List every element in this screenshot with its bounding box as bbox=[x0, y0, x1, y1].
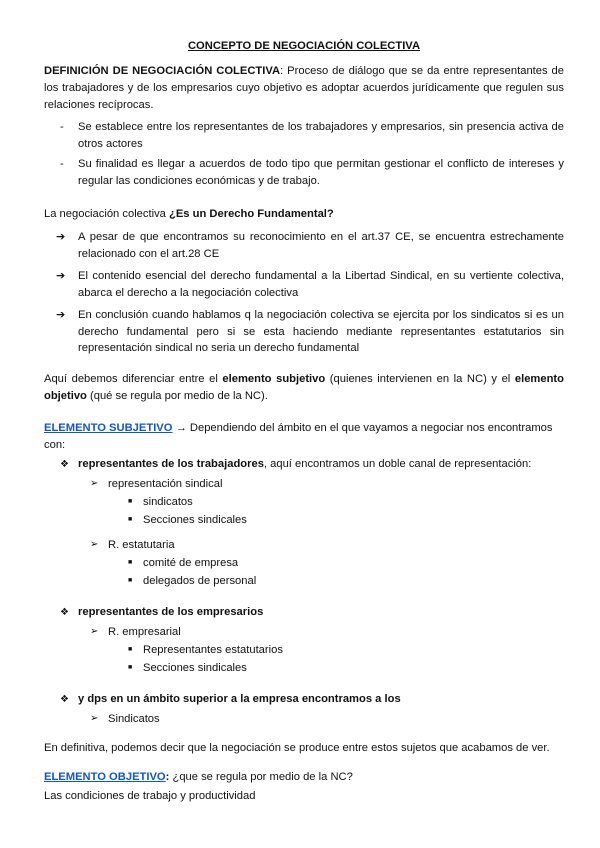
diamond-bullet-icon: ❖ bbox=[60, 458, 69, 470]
list-item bbox=[44, 156, 564, 189]
list-item-text: El contenido esencial del derecho fundamental a la Libertad Sindical, en su vertiente colectiva, abarca el derecho a la negociación colectiva bbox=[78, 270, 564, 299]
subjetivo-heading bbox=[44, 420, 564, 454]
workers-text: , aquí encontramos un doble canal de representación: bbox=[263, 457, 532, 470]
list-item-text: comité de empresa bbox=[143, 556, 239, 569]
arrow-list bbox=[44, 229, 564, 357]
list-item-text: Representantes estatutarios bbox=[143, 643, 283, 656]
arrow-icon: ➔ bbox=[56, 270, 66, 282]
list-item bbox=[44, 229, 564, 262]
sindicatos-text: Sindicatos bbox=[108, 712, 160, 725]
list-item bbox=[44, 511, 564, 530]
differentiate-paragraph bbox=[44, 371, 564, 405]
question-bold: ¿Es un Derecho Fundamental? bbox=[169, 208, 334, 220]
list-item bbox=[44, 268, 564, 301]
objetivo-answer: Las condiciones de trabajo y productividad bbox=[44, 789, 256, 802]
list-item-text: delegados de personal bbox=[143, 575, 257, 587]
estatutaria-text: R. estatutaria bbox=[108, 538, 175, 551]
dash-list bbox=[44, 119, 564, 189]
list-item-text: Se establece entre los representantes de los trabajadores y empresarios, sin presencia activa de otros actores bbox=[78, 121, 564, 150]
definition-text: : Proceso de diálogo que se da entre representantes de los trabajadores y de los empresarios cuyo objetivo es adoptar acuerdos jurídicamente que regulen sus relaciones recíprocas. bbox=[44, 65, 564, 111]
document-page bbox=[44, 40, 564, 805]
elemento-objetivo-link[interactable]: ELEMENTO OBJETIVO bbox=[44, 770, 166, 783]
list-item bbox=[44, 307, 564, 357]
question-prefix: La negociación colectiva bbox=[44, 208, 170, 220]
elemento-subjetivo-link[interactable]: ELEMENTO SUBJETIVO bbox=[44, 421, 173, 434]
diamond-bullet-icon: ❖ bbox=[60, 693, 69, 705]
square-bullet-icon: ■ bbox=[128, 497, 133, 505]
list-item-text: Secciones sindicales bbox=[143, 662, 247, 674]
workers-bold: representantes de los trabajadores bbox=[78, 457, 264, 470]
superior-bold: y dps en un ámbito superior a la empresa encontramos a los bbox=[78, 692, 401, 705]
list-item-text: Su finalidad es llegar a acuerdos de todo tipo que permitan gestionar el conflicto de intereses y regular las condiciones económicas y de trabajo. bbox=[78, 158, 564, 187]
list-item-text: A pesar de que encontramos su reconocimiento en el art.37 CE, se encuentra estrechamente relacionado con el art.28 CE bbox=[78, 231, 564, 260]
dash-bullet: - bbox=[60, 121, 64, 133]
list-item bbox=[44, 119, 564, 152]
square-bullet-icon: ■ bbox=[128, 577, 133, 584]
list-item-text: En conclusión cuando hablamos q la negociación colectiva se ejercita por los sindicatos si es un derecho fundamental pero si se esta haciendo mediante representantes estatutarios sin representación sindical no seria un derecho fundamental bbox=[78, 309, 564, 354]
conclusion-paragraph: En definitiva, podemos decir que la negociación se produce entre estos sujetos que acabamos de ver. bbox=[44, 741, 550, 754]
subjetivo-text: → Dependiendo del ámbito en el que vayamos a negociar nos encontramos con: bbox=[44, 421, 553, 451]
list-item bbox=[44, 493, 564, 512]
bold-objetivo: elemento objetivo bbox=[44, 372, 564, 402]
estatutaria-item bbox=[44, 536, 564, 554]
list-item bbox=[44, 572, 564, 591]
bold-subjetivo: elemento subjetivo bbox=[222, 372, 326, 385]
page-title: CONCEPTO DE NEGOCIACIÓN COLECTIVA bbox=[187, 40, 421, 52]
objetivo-colon: : bbox=[165, 770, 170, 783]
question-line bbox=[44, 206, 564, 223]
arrow-icon: ➔ bbox=[56, 309, 66, 321]
sindical-item bbox=[44, 475, 564, 493]
dash-bullet: - bbox=[60, 158, 64, 170]
list-item bbox=[44, 659, 564, 678]
square-bullet-icon: ■ bbox=[128, 645, 133, 653]
list-item-text: Secciones sindicales bbox=[143, 514, 247, 526]
arrowhead-bullet-icon: ➢ bbox=[90, 477, 99, 489]
text-run: (qué se regula por medio de la NC). bbox=[86, 389, 268, 402]
sindicatos-item bbox=[44, 710, 564, 728]
arrowhead-bullet-icon: ➢ bbox=[90, 712, 99, 724]
definition-label: DEFINICIÓN DE NEGOCIACIÓN COLECTIVA bbox=[44, 65, 281, 77]
square-bullet-icon: ■ bbox=[128, 558, 133, 566]
arrowhead-bullet-icon: ➢ bbox=[90, 538, 99, 550]
sindical-text: representación sindical bbox=[108, 477, 223, 490]
list-item bbox=[44, 554, 564, 573]
text-run: Aquí debemos diferenciar entre el bbox=[44, 372, 223, 385]
superior-item bbox=[44, 691, 564, 708]
empresarial-item bbox=[44, 623, 564, 641]
square-bullet-icon: ■ bbox=[128, 664, 133, 671]
objetivo-text: ¿que se regula por medio de la NC? bbox=[169, 770, 353, 783]
list-item-text: sindicatos bbox=[143, 495, 193, 508]
square-bullet-icon: ■ bbox=[128, 516, 133, 523]
employers-item bbox=[44, 604, 564, 621]
empresarial-text: R. empresarial bbox=[108, 625, 181, 638]
arrow-icon: ➔ bbox=[56, 231, 66, 243]
arrowhead-bullet-icon: ➢ bbox=[90, 625, 99, 637]
workers-item bbox=[44, 456, 564, 473]
definition-paragraph bbox=[44, 63, 564, 114]
text-run: (quienes intervienen en la NC) y el bbox=[325, 372, 515, 385]
employers-bold: representantes de los empresarios bbox=[78, 605, 264, 618]
objetivo-heading bbox=[44, 769, 564, 786]
diamond-bullet-icon: ❖ bbox=[60, 606, 69, 618]
list-item bbox=[44, 641, 564, 660]
